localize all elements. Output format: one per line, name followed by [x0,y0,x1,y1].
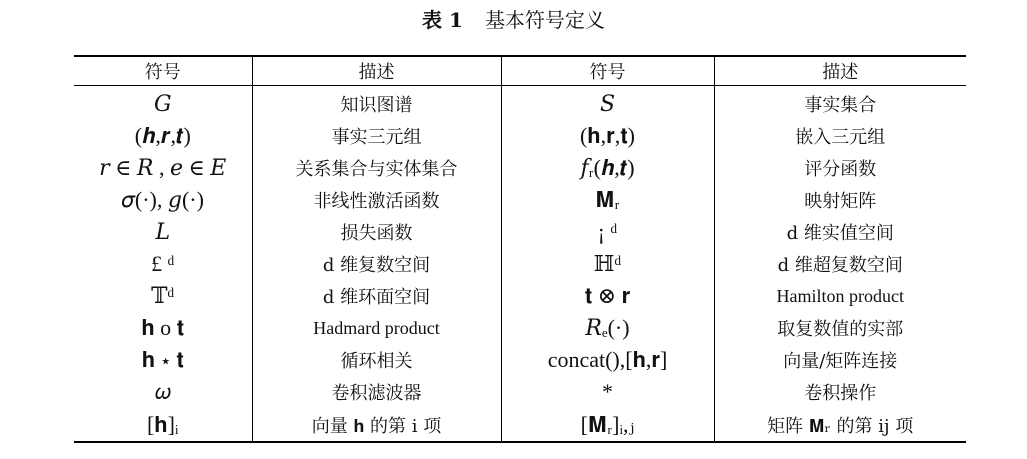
symbol-cell: £ ᵈ [151,251,175,276]
symbol-cell: 𝕋ᵈ [151,283,175,308]
table-row [74,216,966,248]
description-cell: 矩阵 𝐌ᵣ 的第 ij 项 [714,408,966,442]
symbol-cell: 𝑅ₑ(·) [501,312,714,344]
header-description-right: 描述 [714,56,966,86]
symbol-cell: 𝜎(·), 𝑔(·) [121,187,204,212]
symbol-cell: * [501,376,714,408]
description-cell: Hamilton product [714,280,966,312]
description-cell: 评分函数 [714,152,966,184]
table-row [74,152,966,184]
symbol-cell: 𝐿 [155,219,171,244]
symbol-cell: 𝑓ᵣ(𝒉,𝒕) [501,152,714,184]
description-cell: 非线性激活函数 [252,184,501,216]
table-number: 表 1 [422,8,463,32]
symbol-cell: 𝐌ᵣ [501,184,714,216]
description-cell: 循环相关 [252,344,501,376]
table-row [74,376,966,408]
description-cell: 卷积操作 [714,376,966,408]
symbol-cell: 𝐺 [153,91,172,116]
description-cell: 事实三元组 [252,120,501,152]
description-cell: 取复数值的实部 [714,312,966,344]
symbol-cell: 𝑆 [501,86,714,121]
description-cell: Hadmard product [252,312,501,344]
description-cell: 嵌入三元组 [714,120,966,152]
description-cell: 向量 𝐡 的第 i 项 [252,408,501,442]
header-symbol-left: 符号 [74,56,252,86]
symbol-cell: ¡ ᵈ [501,216,714,248]
description-cell: 向量/矩阵连接 [714,344,966,376]
header-description-left: 描述 [252,56,501,86]
symbol-cell: (𝒉,𝒓,𝒕) [134,123,191,148]
header-row [74,56,966,86]
symbol-cell: ℍᵈ [501,248,714,280]
table-row [74,120,966,152]
description-cell: 关系集合与实体集合 [252,152,501,184]
description-cell: 卷积滤波器 [252,376,501,408]
table-row [74,248,966,280]
symbol-cell: 𝜔 [154,379,171,404]
symbol-cell: 𝐡 ⋆ 𝐭 [141,347,184,372]
description-cell: d 维复数空间 [252,248,501,280]
symbol-cell: [𝐌ᵣ]ᵢ,ⱼ [501,408,714,442]
header-symbol-right: 符号 [501,56,714,86]
symbol-cell: 𝐡 o 𝐭 [141,315,185,340]
symbol-cell: 𝐭 ⊗ 𝐫 [501,280,714,312]
table-title: 基本符号定义 [484,8,605,32]
symbol-cell: concat(),[𝐡,𝐫] [501,344,714,376]
table-row [74,344,966,376]
notation-table [74,55,966,443]
description-cell: d 维环面空间 [252,280,501,312]
table-caption [0,6,1027,34]
table-row [74,312,966,344]
symbol-cell: (𝐡,𝐫,𝐭) [501,120,714,152]
symbol-cell: 𝑟 ∈ 𝑅 , 𝑒 ∈ 𝐸 [99,155,227,180]
table-row [74,408,966,442]
description-cell: 事实集合 [714,86,966,121]
description-cell: 损失函数 [252,216,501,248]
description-cell: d 维超复数空间 [714,248,966,280]
description-cell: 映射矩阵 [714,184,966,216]
symbol-cell: [𝐡]ᵢ [74,408,252,442]
table-row [74,86,966,121]
table-row [74,184,966,216]
table-row [74,280,966,312]
description-cell: 知识图谱 [252,86,501,121]
description-cell: d 维实值空间 [714,216,966,248]
